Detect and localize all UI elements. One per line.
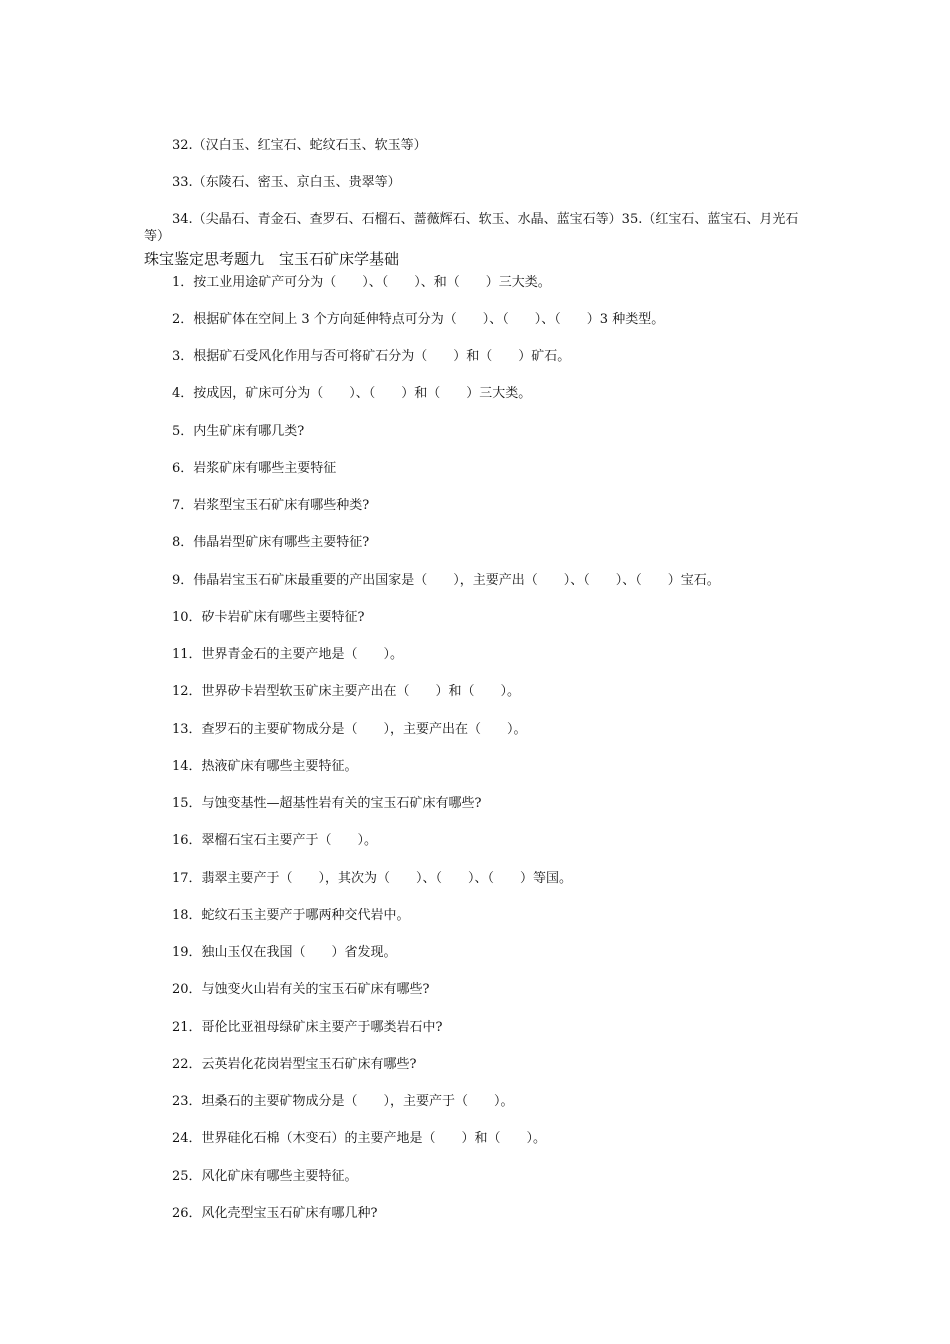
question-6: 6．岩浆矿床有哪些主要特征: [172, 461, 337, 476]
question-13: 13．查罗石的主要矿物成分是（ ），主要产出在（ ）。: [172, 722, 527, 737]
section-title: 珠宝鉴定思考题九 宝玉石矿床学基础: [144, 250, 400, 268]
question-8: 8．伟晶岩型矿床有哪些主要特征?: [172, 535, 370, 550]
question-10: 10．矽卡岩矿床有哪些主要特征?: [172, 610, 365, 625]
question-11: 11．世界青金石的主要产地是（ ）。: [172, 647, 404, 662]
answer-34-35: 34.（尖晶石、青金石、查罗石、石榴石、蔷薇辉石、软玉、水晶、蓝宝石等）35.（红宝石、蓝宝石、月光石等）: [144, 212, 799, 244]
question-7: 7．岩浆型宝玉石矿床有哪些种类?: [172, 498, 370, 513]
question-2: 2．根据矿体在空间上 3 个方向延伸特点可分为（ ）、（ ）、（ ）3 种类型。: [172, 312, 665, 327]
question-4: 4．按成因，矿床可分为（ ）、（ ）和（ ）三大类。: [172, 386, 532, 401]
question-21: 21．哥伦比亚祖母绿矿床主要产于哪类岩石中?: [172, 1020, 443, 1035]
question-18: 18．蛇纹石玉主要产于哪两种交代岩中。: [172, 908, 410, 923]
question-17: 17．翡翠主要产于（ ），其次为（ ）、（ ）、（ ）等国。: [172, 871, 573, 886]
question-1: 1．按工业用途矿产可分为（ ）、（ ）、和（ ）三大类。: [172, 275, 551, 290]
answer-32: 32.（汉白玉、红宝石、蛇纹石玉、软玉等）: [172, 138, 427, 153]
question-19: 19．独山玉仅在我国（ ）省发现。: [172, 945, 397, 960]
answer-33: 33.（东陵石、密玉、京白玉、贵翠等）: [172, 175, 401, 190]
question-5: 5．内生矿床有哪几类?: [172, 424, 305, 439]
question-14: 14．热液矿床有哪些主要特征。: [172, 759, 358, 774]
question-23: 23．坦桑石的主要矿物成分是（ ），主要产于（ ）。: [172, 1094, 514, 1109]
question-12: 12．世界矽卡岩型软玉矿床主要产出在（ ）和（ ）。: [172, 684, 521, 699]
question-25: 25．风化矿床有哪些主要特征。: [172, 1169, 358, 1184]
question-22: 22．云英岩化花岗岩型宝玉石矿床有哪些?: [172, 1057, 417, 1072]
question-16: 16．翠榴石宝石主要产于（ ）。: [172, 833, 378, 848]
question-24: 24．世界硅化石棉（木变石）的主要产地是（ ）和（ ）。: [172, 1131, 547, 1146]
question-9: 9．伟晶岩宝玉石矿床最重要的产出国家是（ ），主要产出（ ）、（ ）、（ ）宝石。: [172, 573, 720, 588]
question-15: 15．与蚀变基性—超基性岩有关的宝玉石矿床有哪些?: [172, 796, 482, 811]
question-26: 26．风化壳型宝玉石矿床有哪几种?: [172, 1206, 378, 1221]
question-3: 3．根据矿石受风化作用与否可将矿石分为（ ）和（ ）矿石。: [172, 349, 571, 364]
question-20: 20．与蚀变火山岩有关的宝玉石矿床有哪些?: [172, 982, 430, 997]
